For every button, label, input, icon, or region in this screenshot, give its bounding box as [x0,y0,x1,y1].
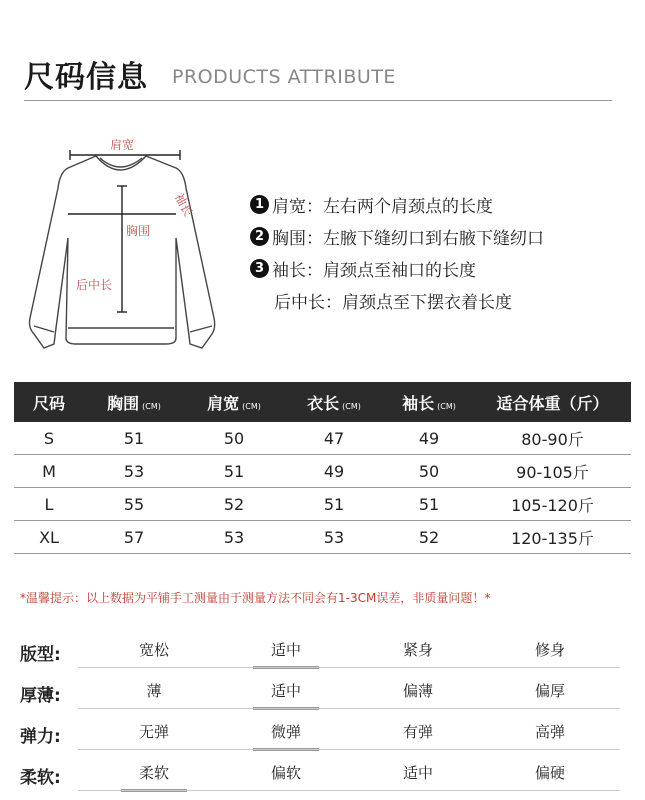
table-cell: 51 [223,461,245,481]
table-cell: 90-105斤 [516,462,589,482]
table-cell: M [42,461,56,481]
table-cell: 80-90斤 [521,429,584,449]
table-cell: 120-135斤 [511,528,594,548]
section-header [24,52,612,104]
table-cell: 51 [123,428,145,448]
attribute-divider [78,749,620,750]
attribute-label: 弹力: [20,727,61,747]
attribute-divider [78,667,620,668]
attribute-option: 修身 [534,641,565,659]
note-item [250,284,630,316]
attribute-option-selected: 适中 [220,632,352,673]
table-cell: 52 [223,494,245,514]
sleeve-label: 袖长 [171,190,196,219]
attribute-option: 紧身 [402,641,433,659]
attribute-row-thickness [20,673,620,714]
measurement-notes [250,188,630,316]
attribute-option: 适中 [402,764,433,782]
attribute-label: 厚薄: [20,686,61,706]
attribute-divider [78,708,620,709]
table-cell: 49 [418,428,440,448]
size-table-header [14,382,631,422]
table-row [14,455,631,488]
header-sleeve: 袖长 [402,393,435,413]
product-attributes [20,632,620,796]
header-divider [24,100,612,101]
header-unit: (CM) [342,401,361,411]
attribute-label: 柔软: [20,768,61,788]
table-cell: L [44,494,54,514]
attribute-option: 偏硬 [534,764,565,782]
header-size: 尺码 [32,393,65,413]
number-badge-icon: 2 [250,227,269,246]
table-cell: 51 [418,494,440,514]
number-badge-icon: 1 [250,195,269,214]
attribute-label: 版型: [20,645,61,665]
attribute-option-selected: 适中 [220,673,352,714]
table-cell: 50 [223,428,245,448]
table-cell: 51 [323,494,345,514]
header-chest: 胸围 [107,393,140,413]
table-cell: 47 [323,428,345,448]
attribute-option: 无弹 [138,723,169,741]
note-item [250,252,630,284]
number-badge-icon: 3 [250,259,269,278]
attribute-row-fit [20,632,620,673]
table-row [14,422,631,455]
header-unit: (CM) [437,401,456,411]
header-unit: (CM) [142,401,161,411]
table-cell: 53 [323,527,345,547]
attribute-option: 宽松 [138,641,169,659]
sweater-outline-icon [20,128,220,368]
note-text: 后中长：肩颈点至下摆衣着长度 [274,292,512,313]
note-text: 袖长：肩颈点至袖口的长度 [272,260,476,281]
header-length: 衣长 [307,393,340,413]
attribute-option: 偏厚 [534,682,565,700]
table-row [14,488,631,521]
attribute-option-selected: 柔软 [88,755,220,796]
attribute-option-selected: 微弹 [220,714,352,755]
table-cell: 55 [123,494,145,514]
section-subtitle: PRODUCTS ATTRIBUTE [172,66,396,88]
back-length-label: 后中长 [76,278,113,292]
header-shoulder: 肩宽 [207,393,240,413]
attribute-row-elasticity [20,714,620,755]
attribute-option: 偏软 [270,764,301,782]
attribute-option: 薄 [146,682,162,700]
header-weight: 适合体重（斤） [496,393,609,413]
table-cell: 57 [123,527,145,547]
note-item [250,188,630,220]
note-text: 肩宽：左右两个肩颈点的长度 [272,196,493,217]
note-item [250,220,630,252]
size-table [14,382,631,554]
table-cell: S [43,428,55,448]
table-cell: 105-120斤 [511,495,594,515]
shoulder-label: 肩宽 [110,138,135,152]
table-cell: 53 [123,461,145,481]
sweater-measurement-diagram [20,128,220,368]
table-cell: XL [39,527,59,547]
table-cell: 53 [223,527,245,547]
table-row [14,521,631,554]
table-cell: 52 [418,527,440,547]
table-cell: 49 [323,461,345,481]
attribute-row-softness [20,755,620,796]
attribute-option: 有弹 [402,723,433,741]
chest-label: 胸围 [126,224,151,238]
measurement-tip: *温馨提示：以上数据为平铺手工测量由于测量方法不同会有1-3CM误差，非质量问题！* [20,591,491,605]
attribute-option: 高弹 [534,723,565,741]
note-text: 胸围：左腋下缝纫口到右腋下缝纫口 [272,228,544,249]
section-title: 尺码信息 [24,60,148,95]
attribute-option: 偏薄 [402,682,433,700]
attribute-divider [78,790,620,791]
table-cell: 50 [418,461,440,481]
header-unit: (CM) [242,401,261,411]
